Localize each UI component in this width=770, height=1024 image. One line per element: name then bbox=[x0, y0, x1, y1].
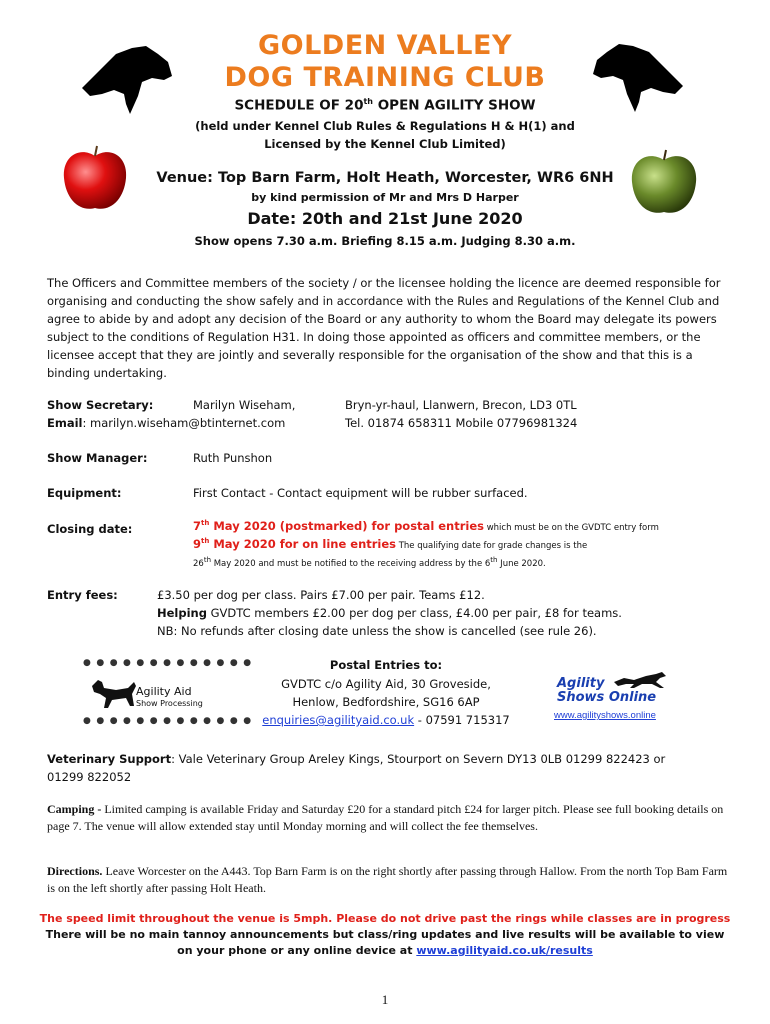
fees-label: Entry fees: bbox=[47, 588, 118, 602]
held-under-line1: (held under Kennel Club Rules & Regulations H & H(1) and bbox=[195, 119, 575, 133]
club-title-line1: GOLDEN VALLEY bbox=[257, 30, 513, 61]
directions-paragraph: Directions. Leave Worcester on the A443. Top Barn Farm is on the right shortly after passing through Hallow. From the north Top Bam Farm is on the left shortly after passing Holt Heath. bbox=[47, 864, 728, 895]
shows-online-line2: Shows Online bbox=[557, 690, 657, 705]
logo-dots-top: ●●●●●●●●●●●●● bbox=[83, 658, 257, 668]
fees-line3: NB: No refunds after closing date unless the show is cancelled (see rule 26). bbox=[157, 624, 597, 638]
tannoy-notice-line2: on your phone or any online device at www.agilityaid.co.uk/results bbox=[177, 944, 593, 957]
vet-line2: 01299 822052 bbox=[47, 770, 132, 784]
postal-line2: Henlow, Bedfordshire, SG16 6AP bbox=[292, 695, 480, 709]
closing-grade-line: 26th May 2020 and must be notified to the receiving address by the 6th June 2020. bbox=[193, 556, 546, 569]
manager-label: Show Manager: bbox=[47, 451, 148, 465]
secretary-email: Email: marilyn.wiseham@btinternet.com bbox=[47, 416, 286, 430]
postal-contact: enquiries@agilityaid.co.uk - 07591 715317 bbox=[262, 713, 510, 727]
postal-heading: Postal Entries to: bbox=[329, 658, 443, 672]
secretary-address: Bryn-yr-haul, Llanwern, Brecon, LD3 0TL bbox=[345, 398, 577, 412]
vet-line1: Veterinary Support: Vale Veterinary Group Areley Kings, Stourport on Severn DY13 0LB 01299 822423 or bbox=[47, 752, 666, 766]
results-link[interactable]: www.agilityaid.co.uk/results bbox=[416, 944, 593, 957]
secretary-name: Marilyn Wiseham, bbox=[193, 398, 296, 412]
show-date: Date: 20th and 21st June 2020 bbox=[247, 209, 523, 228]
schedule-heading: SCHEDULE OF 20th OPEN AGILITY SHOW bbox=[234, 97, 536, 114]
agility-aid-name: Agility Aid bbox=[136, 685, 192, 698]
running-dog-icon bbox=[612, 670, 672, 692]
equipment-value: First Contact - Contact equipment will be rubber surfaced. bbox=[193, 486, 528, 500]
shows-online-url[interactable]: www.agilityshows.online bbox=[554, 710, 656, 721]
page-number: 1 bbox=[381, 992, 389, 1007]
permission-line: by kind permission of Mr and Mrs D Harper bbox=[251, 191, 519, 204]
camping-paragraph: Camping - Limited camping is available Friday and Saturday £20 for a standard pitch £24 for larger pitch. Please see full booking details on page 7. The venue will allow extended stay until Monday morning and will collect the fee themselves. bbox=[47, 802, 724, 833]
logo-dots-bottom: ●●●●●●●●●●●●● bbox=[83, 716, 257, 726]
fees-line2: Helping GVDTC members £2.00 per dog per class, £4.00 per pair, £8 for teams. bbox=[157, 606, 622, 620]
show-times: Show opens 7.30 a.m. Briefing 8.15 a.m. Judging 8.30 a.m. bbox=[194, 234, 576, 248]
postal-email-link[interactable]: enquiries@agilityaid.co.uk bbox=[262, 713, 415, 727]
closing-label: Closing date: bbox=[47, 522, 133, 536]
speed-limit-notice: The speed limit throughout the venue is 5mph. Please do not drive past the rings while classes are in progress bbox=[39, 912, 731, 925]
manager-name: Ruth Punshon bbox=[193, 451, 273, 465]
venue-line: Venue: Top Barn Farm, Holt Heath, Worcester, WR6 6NH bbox=[156, 170, 614, 186]
tannoy-notice-line1: There will be no main tannoy announcements but class/ring updates and live results will be available to view bbox=[45, 928, 725, 941]
secretary-phone: Tel. 01874 658311 Mobile 07796981324 bbox=[345, 416, 578, 430]
held-under-line2: Licensed by the Kennel Club Limited) bbox=[264, 137, 506, 151]
agility-dog-icon bbox=[88, 672, 140, 712]
club-title-line2: DOG TRAINING CLUB bbox=[224, 62, 546, 93]
equipment-label: Equipment: bbox=[47, 486, 122, 500]
secretary-label: Show Secretary: bbox=[47, 398, 154, 412]
closing-online-line: 9th May 2020 for on line entries The qualifying date for grade changes is the bbox=[193, 537, 588, 551]
closing-postal-line: 7th May 2020 (postmarked) for postal entries which must be on the GVDTC entry form bbox=[193, 519, 659, 533]
agility-aid-sub: Show Processing bbox=[136, 699, 203, 708]
fees-line1: £3.50 per dog per class. Pairs £7.00 per pair. Teams £12. bbox=[157, 588, 485, 602]
shows-online-line1: Agility bbox=[557, 676, 605, 691]
intro-paragraph: The Officers and Committee members of the society / or the licensee holding the licence are deemed responsible for organising and conducting the show safely and in accordance with the Rules and Regulations of the Kennel Club and agree to abide by and adopt any decision of the Board or any authority to whom the Board may delegate its powers subject to the conditions of Regulation H31. In doing those appointed as officers and committee members, or the licensee accept that they are jointly and severally responsible for the organisation of the show and that this is a binding undertaking. bbox=[47, 276, 721, 380]
postal-line1: GVDTC c/o Agility Aid, 30 Groveside, bbox=[281, 677, 491, 691]
